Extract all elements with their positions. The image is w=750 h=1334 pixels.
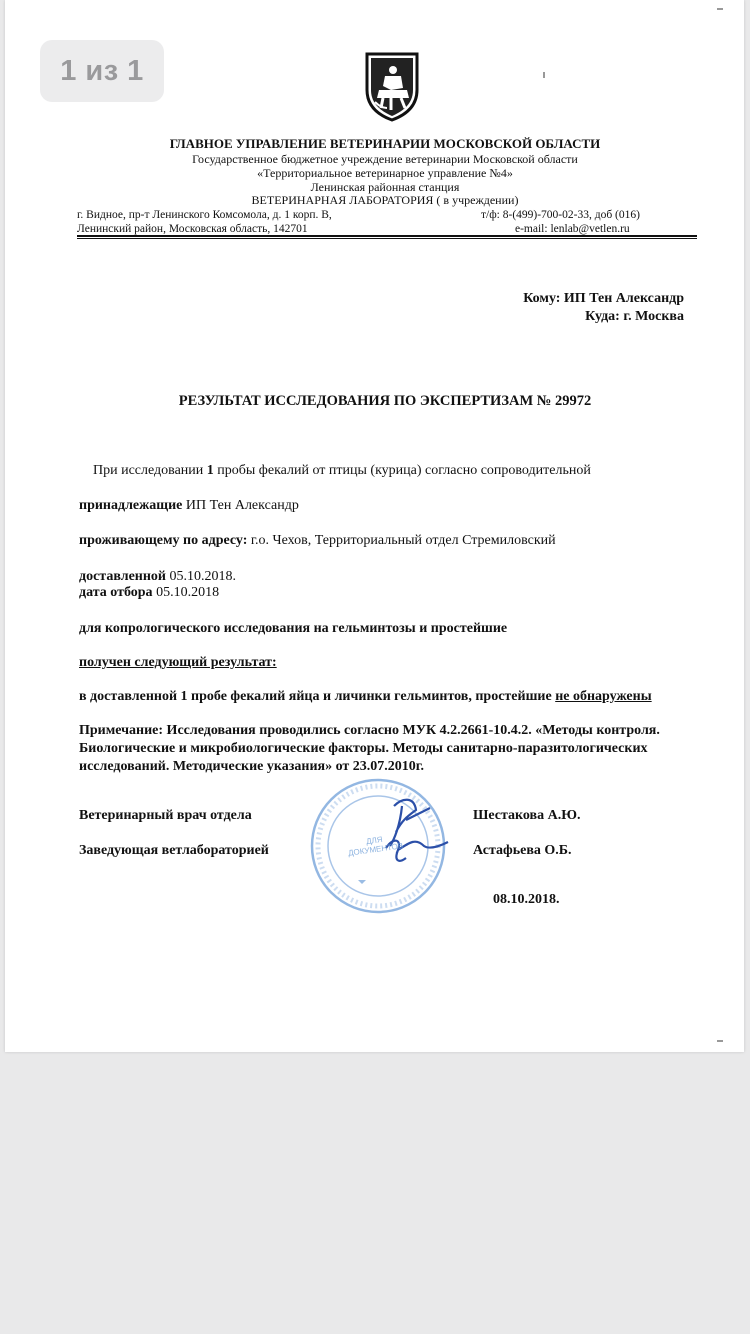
owner-value: ИП Тен Александр — [182, 498, 299, 513]
letterhead-sub1: Государственное бюджетное учреждение ветеринарии Московской области — [192, 152, 578, 166]
intro-a: При исследовании — [93, 463, 207, 478]
intro-line — [93, 462, 591, 480]
signer2-role: Заведующая ветлабораторией — [79, 843, 269, 858]
recipient-where: Куда: г. Москва — [585, 309, 684, 324]
address-line — [79, 532, 556, 550]
note-paragraph: Примечание: Исследования проводились согласно МУК 4.2.2661-10.4.2. «Методы контроля. Биологические и микробиологические факторы. Методы санитарно-паразитологических исследований. Методические указания» от 23.07.2010г. — [79, 723, 660, 774]
document-date: 08.10.2018. — [493, 892, 560, 907]
owner-label: принадлежащие — [79, 498, 183, 513]
scan-mark — [717, 1040, 723, 1042]
document-page — [5, 0, 744, 1052]
recipient-to: Кому: ИП Тен Александр — [523, 291, 684, 306]
owner-line — [79, 497, 299, 515]
address-line1: г. Видное, пр-т Ленинского Комсомола, д. 1 корп. В, — [77, 209, 332, 221]
result-line — [79, 688, 652, 706]
stamp-text: ДЛЯ ДОКУМЕНТОВ — [347, 834, 404, 858]
document-title: РЕЗУЛЬТАТ ИССЛЕДОВАНИЯ ПО ЭКСПЕРТИЗАМ № 29972 — [178, 393, 592, 409]
header-rule-thin — [77, 238, 697, 239]
sampled-label: дата отбора — [79, 585, 153, 600]
letterhead-sub3: Ленинская районная станция — [310, 180, 460, 194]
result-text: в доставленной 1 пробе фекалий яйца и личинки гельминтов, простейшие — [79, 689, 556, 704]
delivered-label: доставленной — [79, 569, 166, 584]
delivered-value: 05.10.2018. — [166, 569, 236, 584]
letterhead-sub2: «Территориальное ветеринарное управление №4» — [257, 166, 513, 180]
purpose-line: для копрологического исследования на гельминтозы и простейшие — [79, 621, 508, 636]
letterhead-sub4: ВЕТЕРИНАРНАЯ ЛАБОРАТОРИЯ ( в учреждении) — [251, 193, 519, 207]
signer2-name: Астафьева О.Б. — [473, 843, 572, 858]
sampled-line — [79, 584, 219, 602]
result-value: не обнаружены — [555, 689, 652, 704]
signer1-role: Ветеринарный врач отдела — [79, 808, 252, 823]
address-value: г.о. Чехов, Территориальный отдел Стремиловский — [247, 533, 556, 548]
result-label: получен следующий результат: — [79, 655, 277, 670]
sampled-value: 05.10.2018 — [152, 585, 220, 600]
intro-c: пробы фекалий от птицы (курица) согласно сопроводительной — [213, 463, 591, 478]
intro-count: 1 — [206, 463, 214, 478]
phone: т/ф: 8-(499)-700-02-33, доб (016) — [481, 209, 640, 221]
address-label: проживающему по адресу: — [79, 533, 248, 548]
signer1-name: Шестакова А.Ю. — [473, 808, 581, 823]
address-line2: Ленинский район, Московская область, 142701 — [77, 223, 308, 235]
header-rule — [77, 235, 697, 237]
scan-mark — [543, 72, 545, 78]
letterhead-org: ГЛАВНОЕ УПРАВЛЕНИЕ ВЕТЕРИНАРИИ МОСКОВСКОЙ ОБЛАСТИ — [169, 136, 601, 151]
coat-of-arms-icon — [363, 50, 421, 122]
page-counter: 1 из 1 — [40, 40, 164, 102]
email: e-mail: lenlab@vetlen.ru — [515, 223, 630, 235]
scan-mark — [717, 8, 723, 10]
